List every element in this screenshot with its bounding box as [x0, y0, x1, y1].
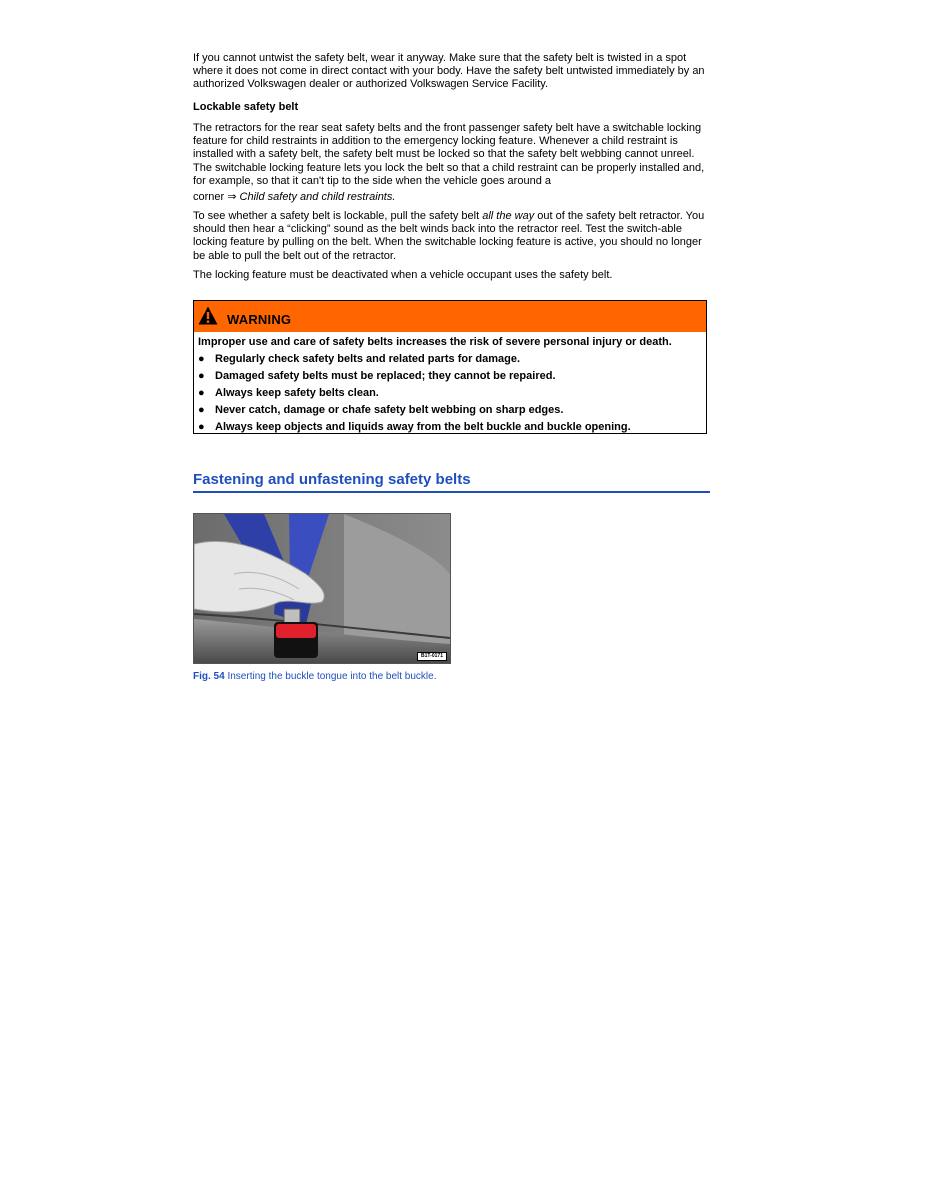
p2-emphasis: all the way	[482, 210, 535, 222]
figure-caption	[193, 671, 437, 682]
warning-body	[194, 332, 706, 436]
child-restraints-link[interactable]: Child safety and child restraints.	[239, 191, 396, 203]
warning-triangle-icon	[198, 306, 218, 325]
lockable-paragraph-3: The locking feature must be deactivated when a vehicle occupant uses the safety belt.	[193, 269, 613, 281]
buckle-illustration	[194, 514, 450, 663]
warning-item: ● Never catch, damage or chafe safety belt webbing on sharp edges.	[198, 402, 702, 419]
bullet-icon: ●	[198, 421, 205, 433]
warning-item: ● Always keep objects and liquids away from the belt buckle and buckle opening.	[198, 419, 702, 436]
warning-list	[198, 351, 702, 436]
lockable-paragraph-2	[193, 210, 710, 263]
intro-paragraph: If you cannot untwist the safety belt, wear it anyway. Make sure that the safety belt is twisted in a spot where it does not come in direct contact with your body. Have the safety belt untwisted immediately by an authorized Volkswagen dealer or authorized Volkswagen Service Facility.	[193, 52, 705, 91]
warning-title: WARNING	[227, 312, 292, 327]
warning-item: ● Regularly check safety belts and related parts for damage.	[198, 351, 702, 368]
warning-item: ● Always keep safety belts clean.	[198, 385, 702, 402]
warning-header	[194, 301, 706, 332]
caption-text: Inserting the buckle tongue into the belt buckle.	[224, 671, 437, 682]
corner-prefix: corner ⇒	[193, 191, 240, 203]
bullet-icon: ●	[198, 353, 205, 365]
warning-item: ● Damaged safety belts must be replaced; they cannot be repaired.	[198, 368, 702, 385]
lockable-paragraph-1-continued	[193, 191, 710, 204]
caption-label: Fig. 54	[193, 671, 225, 682]
bullet-icon: ●	[198, 370, 205, 382]
figure-buckle-image	[193, 513, 451, 664]
p2-before: To see whether a safety belt is lockable, pull the safety belt	[193, 210, 483, 222]
bullet-icon: ●	[198, 387, 205, 399]
bullet-icon: ●	[198, 404, 205, 416]
lockable-paragraph-1: The retractors for the rear seat safety belts and the front passenger safety belt have a switchable locking feature for child restraints in addition to the emergency locking feature. Whenever a child restraint is installed with a safety belt, the safety belt must be locked so that the safety belt webbing cannot unreel. The switchable locking feature lets you lock the belt so that a child restraint can be properly installed and, for example, so that it can't tip to the side when the vehicle goes around a	[193, 122, 705, 187]
warning-lead: Improper use and care of safety belts increases the risk of severe personal injury or death.	[198, 336, 672, 348]
section-title: Fastening and unfastening safety belts	[193, 471, 710, 493]
warning-box	[193, 300, 707, 434]
p2-after: out of the safety belt retractor. You should then hear a “clicking” sound as the belt winds back into the retractor reel. Test the switch-able locking feature by pulling on the belt. When the switchable locking feature is active, you should no longer be able to pull the belt out of the retractor.	[193, 210, 705, 262]
lockable-heading: Lockable safety belt	[193, 101, 299, 113]
figure-code: B1T-0171	[417, 652, 447, 661]
